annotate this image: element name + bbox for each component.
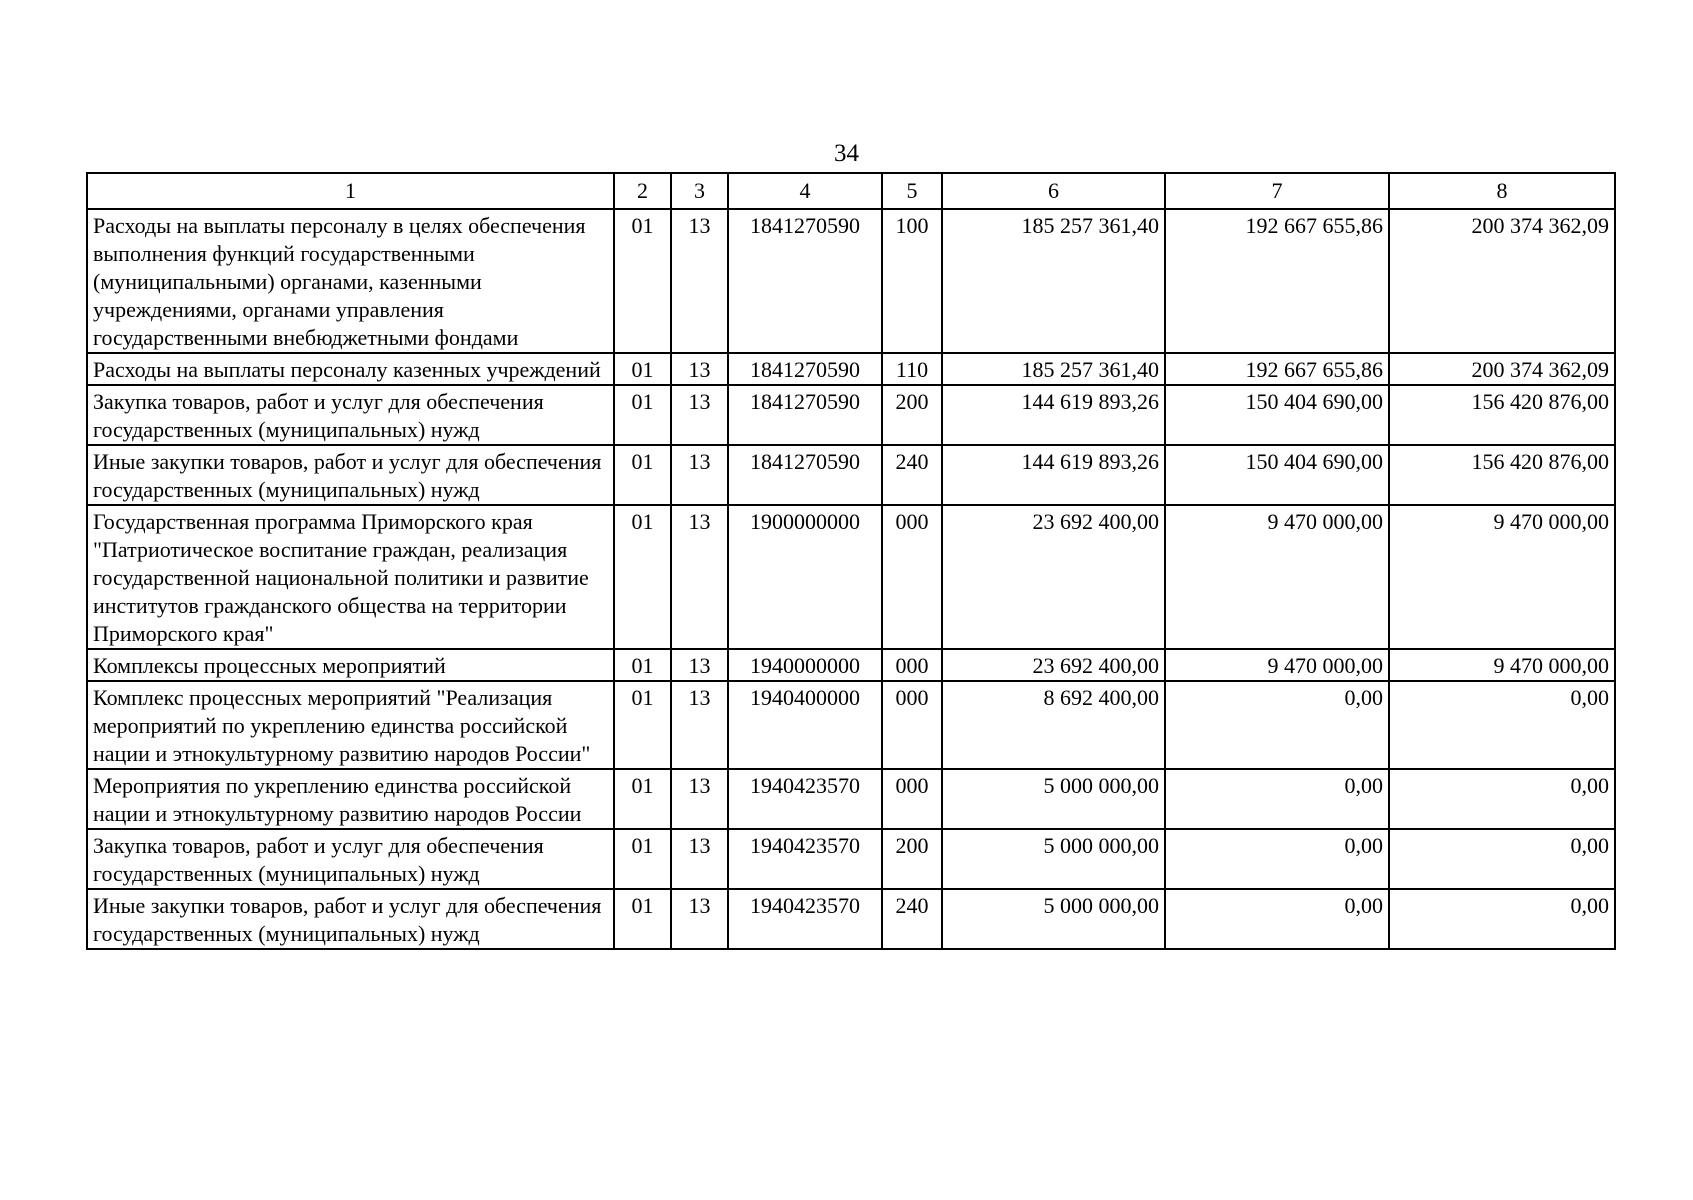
table-row (87, 209, 1615, 353)
amount-col8-cell: 0,00 (1389, 829, 1615, 889)
expense-type-cell: 000 (882, 681, 942, 769)
expense-type-cell: 000 (882, 769, 942, 829)
amount-col6-cell: 5 000 000,00 (942, 829, 1165, 889)
target-article-cell: 1940423570 (728, 769, 882, 829)
section-code-cell: 01 (614, 829, 671, 889)
amount-col6-cell: 23 692 400,00 (942, 649, 1165, 681)
expense-name-cell: Расходы на выплаты персоналу казенных учреждений (87, 353, 614, 385)
expense-type-cell: 100 (882, 209, 942, 353)
section-code-cell: 01 (614, 889, 671, 949)
table-row (87, 681, 1615, 769)
amount-col8-cell: 9 470 000,00 (1389, 505, 1615, 649)
target-article-cell: 1841270590 (728, 353, 882, 385)
amount-col7-cell: 0,00 (1165, 829, 1389, 889)
amount-col8-cell: 156 420 876,00 (1389, 385, 1615, 445)
amount-col6-cell: 144 619 893,26 (942, 445, 1165, 505)
subsection-code-cell: 13 (671, 649, 728, 681)
expense-type-cell: 240 (882, 445, 942, 505)
amount-col6-cell: 185 257 361,40 (942, 353, 1165, 385)
expense-type-cell: 110 (882, 353, 942, 385)
target-article-cell: 1841270590 (728, 385, 882, 445)
expense-name-cell: Иные закупки товаров, работ и услуг для обеспечения государственных (муниципальных) нужд (87, 445, 614, 505)
target-article-cell: 1940000000 (728, 649, 882, 681)
subsection-code-cell: 13 (671, 353, 728, 385)
section-code-cell: 01 (614, 505, 671, 649)
subsection-code-cell: 13 (671, 385, 728, 445)
subsection-code-cell: 13 (671, 769, 728, 829)
table-row (87, 649, 1615, 681)
section-code-cell: 01 (614, 769, 671, 829)
expense-type-cell: 000 (882, 649, 942, 681)
expense-name-cell: Государственная программа Приморского края "Патриотическое воспитание граждан, реализация государственной национальной политики и развитие институтов гражданского общества на территории Приморского края" (87, 505, 614, 649)
amount-col6-cell: 23 692 400,00 (942, 505, 1165, 649)
section-code-cell: 01 (614, 353, 671, 385)
column-header-2: 2 (614, 173, 671, 209)
target-article-cell: 1940423570 (728, 829, 882, 889)
target-article-cell: 1841270590 (728, 445, 882, 505)
table-row (87, 353, 1615, 385)
subsection-code-cell: 13 (671, 829, 728, 889)
amount-col7-cell: 150 404 690,00 (1165, 445, 1389, 505)
column-header-7: 7 (1165, 173, 1389, 209)
section-code-cell: 01 (614, 681, 671, 769)
amount-col7-cell: 0,00 (1165, 681, 1389, 769)
section-code-cell: 01 (614, 209, 671, 353)
amount-col6-cell: 8 692 400,00 (942, 681, 1165, 769)
expense-type-cell: 200 (882, 829, 942, 889)
target-article-cell: 1940423570 (728, 889, 882, 949)
expense-type-cell: 200 (882, 385, 942, 445)
amount-col8-cell: 0,00 (1389, 769, 1615, 829)
expense-name-cell: Расходы на выплаты персоналу в целях обеспечения выполнения функций государственными (муниципальными) органами, казенными учреждениями, органами управления государственными внебюджетными фондами (87, 209, 614, 353)
target-article-cell: 1940400000 (728, 681, 882, 769)
table-row (87, 829, 1615, 889)
amount-col7-cell: 150 404 690,00 (1165, 385, 1389, 445)
amount-col6-cell: 185 257 361,40 (942, 209, 1165, 353)
table-row (87, 505, 1615, 649)
target-article-cell: 1841270590 (728, 209, 882, 353)
page-number: 34 (834, 140, 859, 167)
amount-col8-cell: 0,00 (1389, 681, 1615, 769)
expense-name-cell: Мероприятия по укреплению единства российской нации и этнокультурному развитию народов России (87, 769, 614, 829)
budget-table (86, 172, 1616, 950)
expense-type-cell: 000 (882, 505, 942, 649)
amount-col6-cell: 5 000 000,00 (942, 889, 1165, 949)
subsection-code-cell: 13 (671, 445, 728, 505)
table-row (87, 445, 1615, 505)
amount-col6-cell: 5 000 000,00 (942, 769, 1165, 829)
amount-col6-cell: 144 619 893,26 (942, 385, 1165, 445)
expense-name-cell: Комплексы процессных мероприятий (87, 649, 614, 681)
amount-col7-cell: 9 470 000,00 (1165, 649, 1389, 681)
amount-col8-cell: 200 374 362,09 (1389, 353, 1615, 385)
expense-type-cell: 240 (882, 889, 942, 949)
subsection-code-cell: 13 (671, 889, 728, 949)
amount-col7-cell: 9 470 000,00 (1165, 505, 1389, 649)
column-header-4: 4 (728, 173, 882, 209)
expense-name-cell: Комплекс процессных мероприятий "Реализация мероприятий по укреплению единства российской нации и этнокультурному развитию народов России" (87, 681, 614, 769)
section-code-cell: 01 (614, 649, 671, 681)
table-row (87, 889, 1615, 949)
expense-name-cell: Закупка товаров, работ и услуг для обеспечения государственных (муниципальных) нужд (87, 829, 614, 889)
amount-col7-cell: 0,00 (1165, 889, 1389, 949)
column-header-3: 3 (671, 173, 728, 209)
column-header-6: 6 (942, 173, 1165, 209)
subsection-code-cell: 13 (671, 209, 728, 353)
amount-col7-cell: 192 667 655,86 (1165, 209, 1389, 353)
amount-col7-cell: 0,00 (1165, 769, 1389, 829)
subsection-code-cell: 13 (671, 681, 728, 769)
amount-col8-cell: 200 374 362,09 (1389, 209, 1615, 353)
column-header-5: 5 (882, 173, 942, 209)
subsection-code-cell: 13 (671, 505, 728, 649)
expense-name-cell: Закупка товаров, работ и услуг для обеспечения государственных (муниципальных) нужд (87, 385, 614, 445)
amount-col8-cell: 0,00 (1389, 889, 1615, 949)
column-header-1: 1 (87, 173, 614, 209)
section-code-cell: 01 (614, 385, 671, 445)
table-row (87, 769, 1615, 829)
target-article-cell: 1900000000 (728, 505, 882, 649)
table-row (87, 385, 1615, 445)
section-code-cell: 01 (614, 445, 671, 505)
column-header-8: 8 (1389, 173, 1615, 209)
header-row (87, 173, 1615, 209)
amount-col7-cell: 192 667 655,86 (1165, 353, 1389, 385)
expense-name-cell: Иные закупки товаров, работ и услуг для обеспечения государственных (муниципальных) нужд (87, 889, 614, 949)
amount-col8-cell: 156 420 876,00 (1389, 445, 1615, 505)
amount-col8-cell: 9 470 000,00 (1389, 649, 1615, 681)
